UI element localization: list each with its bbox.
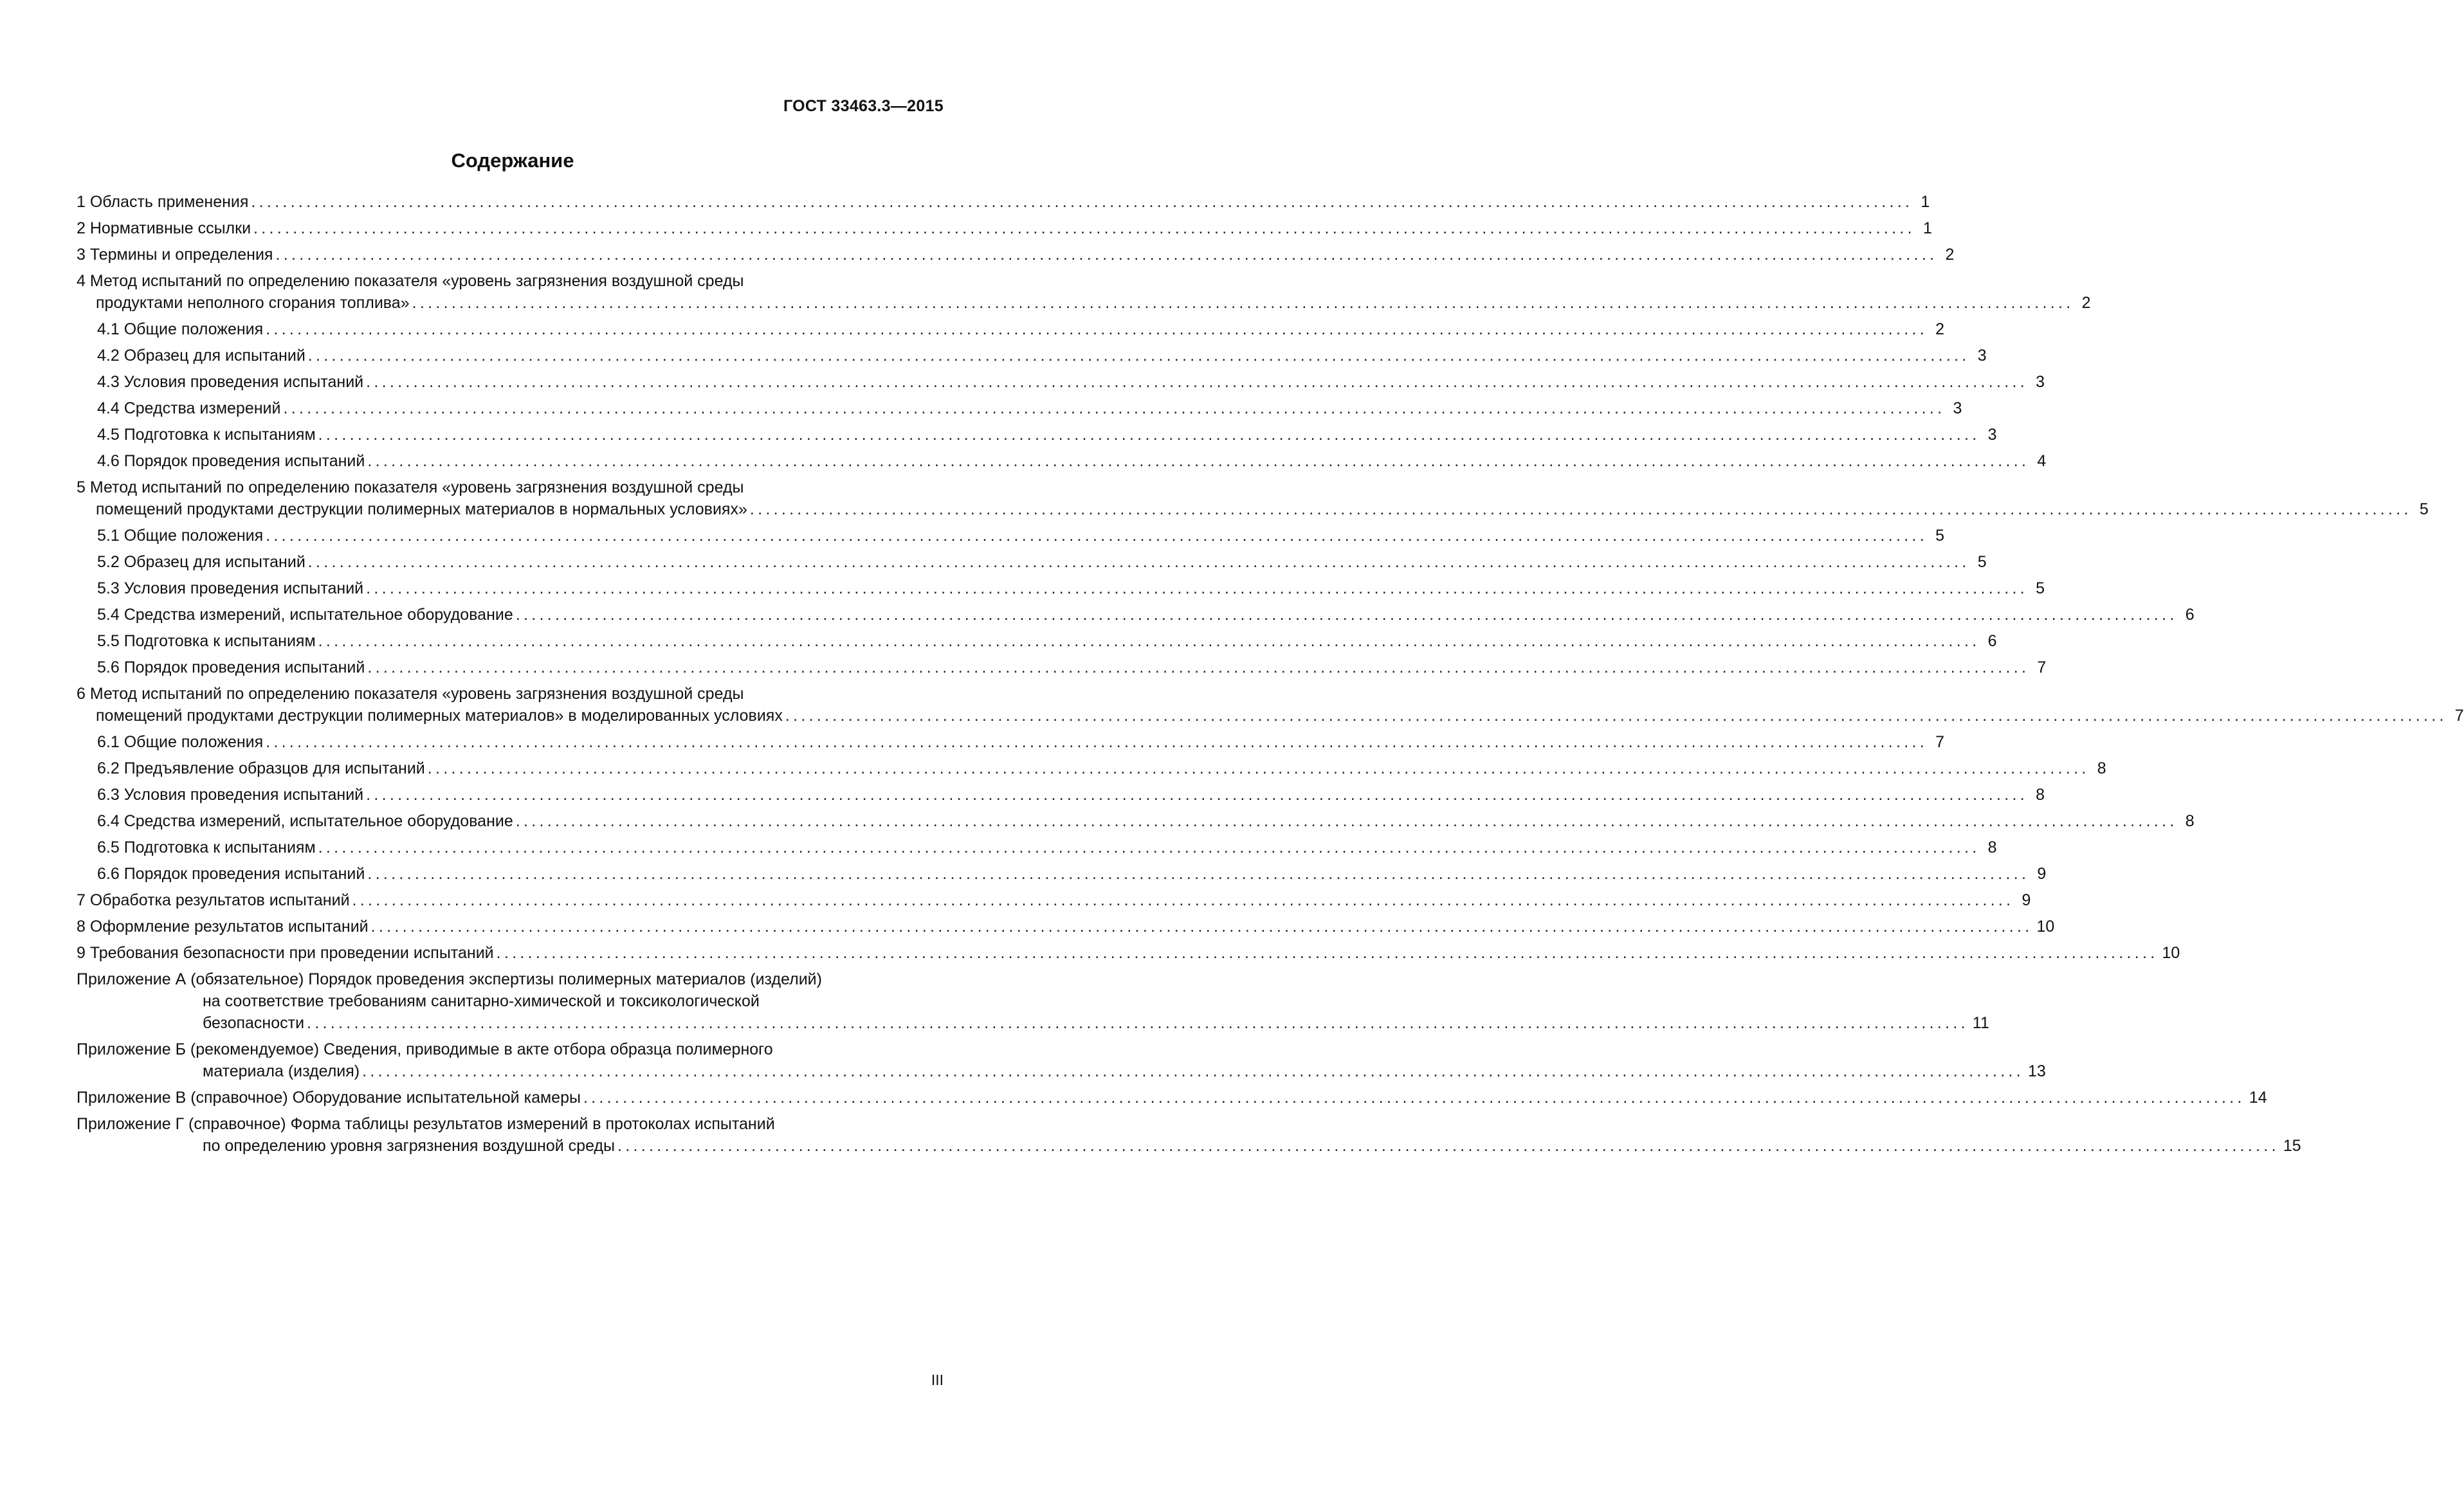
dot-leader: ...................................................................................................................................................................................................................: [275, 246, 1938, 264]
toc-entry-text-cont: по определению уровня загрязнения воздушной среды: [203, 1137, 615, 1155]
toc-entry-4-6[interactable]: [77, 450, 2047, 472]
toc-entry-text: 1 Область применения: [77, 193, 249, 211]
toc-entry-text: 6.3 Условия проведения испытаний: [97, 786, 364, 804]
toc-entry-4-4[interactable]: [77, 397, 1962, 419]
toc-entry-text-cont: на соответствие требованиям санитарно-химической и токсикологической: [203, 992, 760, 1010]
toc-entry-text: 5.5 Подготовка к испытаниям: [97, 632, 316, 650]
dot-leader: ...................................................................................................................................................................................................................: [749, 500, 2412, 518]
toc-page-number: 8: [2185, 812, 2195, 830]
toc-page-number: 7: [1935, 733, 1945, 751]
toc-entry-appendix-a[interactable]: [77, 968, 1989, 1034]
toc-entry-text: Приложение А (обязательное) Порядок проведения экспертизы полимерных материалов (изделий): [77, 970, 822, 988]
toc-page-number: 2: [1935, 320, 1945, 338]
dot-leader: ...................................................................................................................................................................................................................: [366, 579, 2029, 597]
toc-entry-text: 5.3 Условия проведения испытаний: [97, 579, 364, 597]
dot-leader: ...................................................................................................................................................................................................................: [367, 452, 2030, 470]
page-number: III: [931, 1372, 944, 1388]
toc-page-number: 7: [2454, 707, 2464, 725]
toc-page-number: 13: [2027, 1062, 2046, 1080]
toc-entry-4-2[interactable]: [77, 345, 1987, 367]
toc-entry-text-cont: материала (изделия): [203, 1062, 360, 1080]
toc-page-number: 3: [1977, 347, 1987, 365]
toc-entry-3[interactable]: [77, 244, 1955, 266]
toc-entry-appendix-b[interactable]: [77, 1038, 2046, 1082]
toc-entry-text: 6.1 Общие положения: [97, 733, 264, 751]
toc-entry-text: 4.3 Условия проведения испытаний: [97, 373, 364, 391]
toc-entry-5[interactable]: [77, 476, 2429, 520]
toc-page-number: 5: [1935, 527, 1945, 545]
toc-entry-text: 4.5 Подготовка к испытаниям: [97, 426, 316, 444]
toc-entry-6-2[interactable]: [77, 757, 2106, 779]
toc-entry-text: 5.4 Средства измерений, испытательное оборудование: [97, 606, 513, 624]
toc-page-number: 3: [1953, 399, 1962, 417]
dot-leader: ...................................................................................................................................................................................................................: [583, 1089, 2245, 1107]
toc-page-number: 15: [2283, 1137, 2301, 1155]
toc-entry-text: 4 Метод испытаний по определению показателя «уровень загрязнения воздушной среды: [77, 272, 744, 290]
toc-entry-5-4[interactable]: [77, 604, 2195, 626]
dot-leader: ...................................................................................................................................................................................................................: [318, 838, 1980, 856]
toc-entry-text: 6.5 Подготовка к испытаниям: [97, 838, 316, 856]
toc-entry-text: 4.1 Общие положения: [97, 320, 264, 338]
toc-page-number: 9: [2037, 865, 2047, 883]
toc-entry-text: 5.2 Образец для испытаний: [97, 553, 306, 571]
toc-entry-6-5[interactable]: [77, 837, 1997, 858]
dot-leader: ...................................................................................................................................................................................................................: [617, 1137, 2279, 1155]
toc-entry-appendix-v[interactable]: [77, 1087, 2267, 1109]
toc-entry-4-1[interactable]: [77, 318, 1945, 340]
dot-leader: ...................................................................................................................................................................................................................: [266, 527, 1928, 545]
toc-entry-text: 5.1 Общие положения: [97, 527, 264, 545]
dot-leader: ...................................................................................................................................................................................................................: [253, 219, 1915, 237]
toc-page-number: 9: [2021, 891, 2031, 909]
toc-entry-1[interactable]: [77, 191, 1930, 213]
page-title: Содержание: [451, 149, 574, 172]
dot-leader: ...................................................................................................................................................................................................................: [307, 347, 1970, 365]
dot-leader: ...................................................................................................................................................................................................................: [515, 812, 2178, 830]
toc-page-number: 11: [1972, 1014, 1989, 1032]
toc-entry-text: 8 Оформление результатов испытаний: [77, 918, 369, 936]
toc-entry-text: 2 Нормативные ссылки: [77, 219, 251, 237]
toc-entry-4[interactable]: [77, 270, 2091, 314]
dot-leader: ...................................................................................................................................................................................................................: [266, 320, 1928, 338]
toc-entry-6-4[interactable]: [77, 810, 2195, 832]
dot-leader: ...................................................................................................................................................................................................................: [515, 606, 2178, 624]
toc-page-number: 8: [2097, 759, 2106, 777]
toc-entry-7[interactable]: [77, 889, 2031, 911]
dot-leader: ...................................................................................................................................................................................................................: [412, 294, 2074, 312]
toc-page-number: 6: [1987, 632, 1997, 650]
dot-leader: ...................................................................................................................................................................................................................: [318, 426, 1980, 444]
toc-entry-4-3[interactable]: [77, 371, 2045, 393]
toc-page-number: 1: [1921, 193, 1930, 211]
toc-entry-text: 6.2 Предъявление образцов для испытаний: [97, 759, 425, 777]
toc-page-number: 2: [2081, 294, 2091, 312]
toc-entry-text: Приложение Б (рекомендуемое) Сведения, приводимые в акте отбора образца полимерного: [77, 1040, 773, 1058]
toc-entry-text: Приложение Г (справочное) Форма таблицы результатов измерений в протоколах испытаний: [77, 1115, 775, 1133]
dot-leader: ...................................................................................................................................................................................................................: [367, 865, 2030, 883]
toc-entry-6[interactable]: [77, 683, 2464, 727]
toc-entry-text: 6 Метод испытаний по определению показателя «уровень загрязнения воздушной среды: [77, 685, 744, 703]
toc-entry-text: 9 Требования безопасности при проведении испытаний: [77, 944, 494, 962]
toc-entry-text: 5.6 Порядок проведения испытаний: [97, 658, 365, 676]
toc-entry-5-2[interactable]: [77, 551, 1987, 573]
toc-page-number: 14: [2249, 1089, 2267, 1107]
toc-page-number: 4: [2037, 452, 2047, 470]
toc-page-number: 10: [2036, 918, 2055, 936]
toc-entry-text: Приложение В (справочное) Оборудование испытательной камеры: [77, 1089, 581, 1107]
dot-leader: ...................................................................................................................................................................................................................: [251, 193, 1913, 211]
toc-entry-text-cont: безопасности: [203, 1014, 305, 1032]
toc-page-number: 5: [2036, 579, 2045, 597]
dot-leader: ...................................................................................................................................................................................................................: [370, 918, 2033, 936]
toc-page-number: 1: [1923, 219, 1932, 237]
table-of-contents: [77, 191, 2464, 1157]
dot-leader: ...................................................................................................................................................................................................................: [496, 944, 2158, 962]
toc-entry-6-6[interactable]: [77, 863, 2047, 885]
dot-leader: ...................................................................................................................................................................................................................: [283, 399, 1946, 417]
toc-entry-text: 5 Метод испытаний по определению показателя «уровень загрязнения воздушной среды: [77, 478, 744, 496]
toc-page-number: 7: [2037, 658, 2047, 676]
toc-entry-9[interactable]: [77, 942, 2180, 964]
dot-leader: ...................................................................................................................................................................................................................: [307, 1014, 1969, 1032]
dot-leader: ...................................................................................................................................................................................................................: [318, 632, 1980, 650]
toc-page-number: 8: [1987, 838, 1997, 856]
toc-page-number: 3: [1987, 426, 1997, 444]
dot-leader: ...................................................................................................................................................................................................................: [366, 786, 2029, 804]
toc-entry-text: 3 Термины и определения: [77, 246, 273, 264]
toc-page-number: 5: [1977, 553, 1987, 571]
dot-leader: ...................................................................................................................................................................................................................: [427, 759, 2090, 777]
toc-page-number: 3: [2036, 373, 2045, 391]
toc-entry-text: 6.4 Средства измерений, испытательное оборудование: [97, 812, 513, 830]
toc-entry-text-cont: помещений продуктами деструкции полимерных материалов» в моделированных условиях: [96, 707, 783, 725]
toc-entry-4-5[interactable]: [77, 424, 1997, 446]
toc-entry-5-3[interactable]: [77, 577, 2045, 599]
dot-leader: ...................................................................................................................................................................................................................: [367, 658, 2030, 676]
dot-leader: ...................................................................................................................................................................................................................: [362, 1062, 2024, 1080]
dot-leader: ...................................................................................................................................................................................................................: [366, 373, 2029, 391]
toc-entry-5-6[interactable]: [77, 657, 2047, 678]
toc-entry-appendix-g[interactable]: [77, 1113, 2301, 1157]
toc-entry-5-1[interactable]: [77, 525, 1945, 547]
toc-entry-text: 7 Обработка результатов испытаний: [77, 891, 350, 909]
toc-page-number: 8: [2036, 786, 2045, 804]
toc-entry-5-5[interactable]: [77, 630, 1997, 652]
toc-entry-6-3[interactable]: [77, 784, 2045, 806]
toc-page-number: 2: [1945, 246, 1955, 264]
toc-page-number: 10: [2162, 944, 2180, 962]
toc-entry-text: 4.6 Порядок проведения испытаний: [97, 452, 365, 470]
toc-entry-8[interactable]: [77, 916, 2055, 938]
toc-entry-text: 6.6 Порядок проведения испытаний: [97, 865, 365, 883]
toc-entry-text-cont: продуктами неполного сгорания топлива»: [96, 294, 410, 312]
toc-entry-text-cont: помещений продуктами деструкции полимерных материалов в нормальных условиях»: [96, 500, 747, 518]
toc-page-number: 6: [2185, 606, 2195, 624]
toc-entry-text: 4.4 Средства измерений: [97, 399, 281, 417]
dot-leader: ...................................................................................................................................................................................................................: [785, 707, 2447, 725]
toc-entry-6-1[interactable]: [77, 731, 1945, 753]
dot-leader: ...................................................................................................................................................................................................................: [266, 733, 1928, 751]
document-code: ГОСТ 33463.3—2015: [783, 97, 944, 115]
toc-entry-text: 4.2 Образец для испытаний: [97, 347, 306, 365]
toc-entry-2[interactable]: [77, 217, 1932, 239]
dot-leader: ...................................................................................................................................................................................................................: [307, 553, 1970, 571]
dot-leader: ...................................................................................................................................................................................................................: [352, 891, 2014, 909]
toc-page-number: 5: [2419, 500, 2429, 518]
